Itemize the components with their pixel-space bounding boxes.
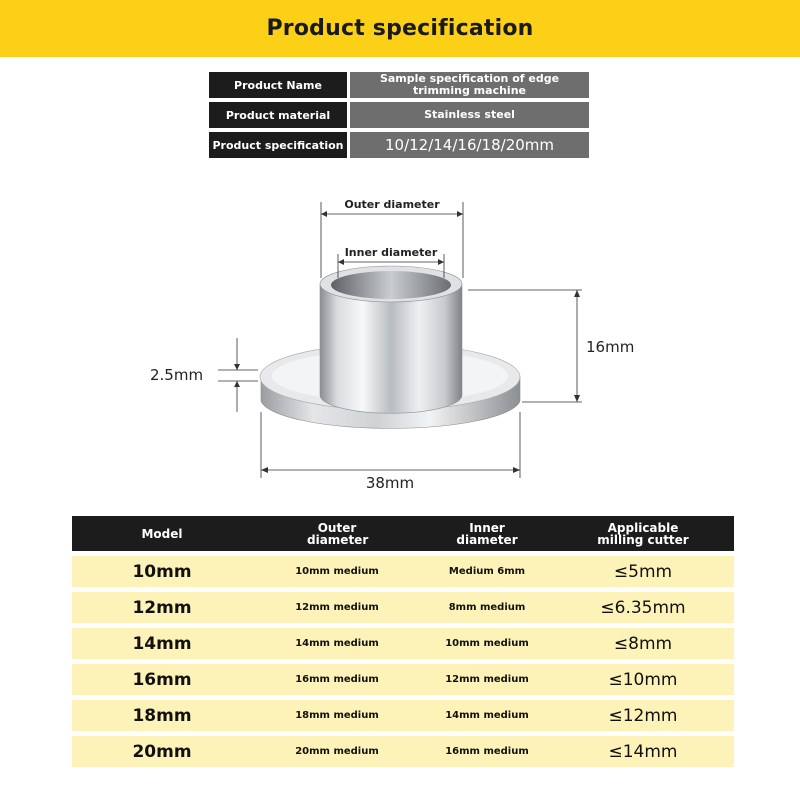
inner-diameter-label: Inner diameter <box>344 246 438 259</box>
product-diagram <box>0 180 800 510</box>
cell-outer: 18mm medium <box>295 710 379 721</box>
cell-inner: 10mm medium <box>445 638 529 649</box>
spec-row-specification <box>209 132 589 158</box>
spec-value: Stainless steel <box>350 102 589 128</box>
spec-value: 10/12/14/16/18/20mm <box>350 132 589 158</box>
table-row <box>72 736 734 767</box>
cell-outer: 20mm medium <box>295 746 379 757</box>
cell-outer: 14mm medium <box>295 638 379 649</box>
cylinder-body <box>320 284 462 413</box>
cell-inner: Medium 6mm <box>448 566 526 577</box>
cell-model: 20mm <box>132 741 192 762</box>
height-label: 16mm <box>586 338 635 356</box>
cell-outer: 16mm medium <box>295 674 379 685</box>
cell-outer: 12mm medium <box>295 602 379 613</box>
cell-cutter: ≤6.35mm <box>600 597 686 618</box>
spec-row-name <box>209 72 589 98</box>
title-banner <box>0 0 800 57</box>
flange-thickness-label: 2.5mm <box>150 366 204 384</box>
flange-diameter-label: 38mm <box>365 474 415 492</box>
cell-cutter: ≤5mm <box>613 561 673 582</box>
cell-cutter: ≤12mm <box>608 705 678 726</box>
cell-model: 10mm <box>132 561 192 582</box>
spec-label: Product Name <box>209 72 347 98</box>
cell-inner: 14mm medium <box>445 710 529 721</box>
header-model: Model <box>141 526 183 541</box>
header-inner-diameter: Inner diameter <box>456 520 518 547</box>
table-row <box>72 628 734 659</box>
cell-outer: 10mm medium <box>295 566 379 577</box>
cell-model: 18mm <box>132 705 192 726</box>
cylinder-bore <box>331 271 451 299</box>
cell-inner: 12mm medium <box>445 674 529 685</box>
header-milling-cutter: Applicable milling cutter <box>597 520 689 547</box>
cell-cutter: ≤8mm <box>613 633 673 654</box>
table-row <box>72 592 734 623</box>
cell-model: 16mm <box>132 669 192 690</box>
page-title: Product specification <box>266 16 534 41</box>
table-row <box>72 664 734 695</box>
outer-diameter-label: Outer diameter <box>344 198 440 211</box>
cell-inner: 8mm medium <box>448 602 526 613</box>
cell-cutter: ≤14mm <box>608 741 678 762</box>
table-row <box>72 556 734 587</box>
table-header <box>72 516 734 551</box>
cell-model: 14mm <box>132 633 192 654</box>
model-table <box>72 516 734 767</box>
cell-model: 12mm <box>132 597 192 618</box>
cell-cutter: ≤10mm <box>608 669 678 690</box>
spec-row-material <box>209 102 589 128</box>
spec-label: Product specification <box>209 132 347 158</box>
spec-value: Sample specification of edge trimming machine <box>350 72 589 98</box>
flange-bushing-illustration <box>0 180 800 510</box>
table-row <box>72 700 734 731</box>
header-outer-diameter: Outer diameter <box>307 520 369 547</box>
spec-table <box>209 72 589 162</box>
spec-label: Product material <box>209 102 347 128</box>
cell-inner: 16mm medium <box>445 746 529 757</box>
